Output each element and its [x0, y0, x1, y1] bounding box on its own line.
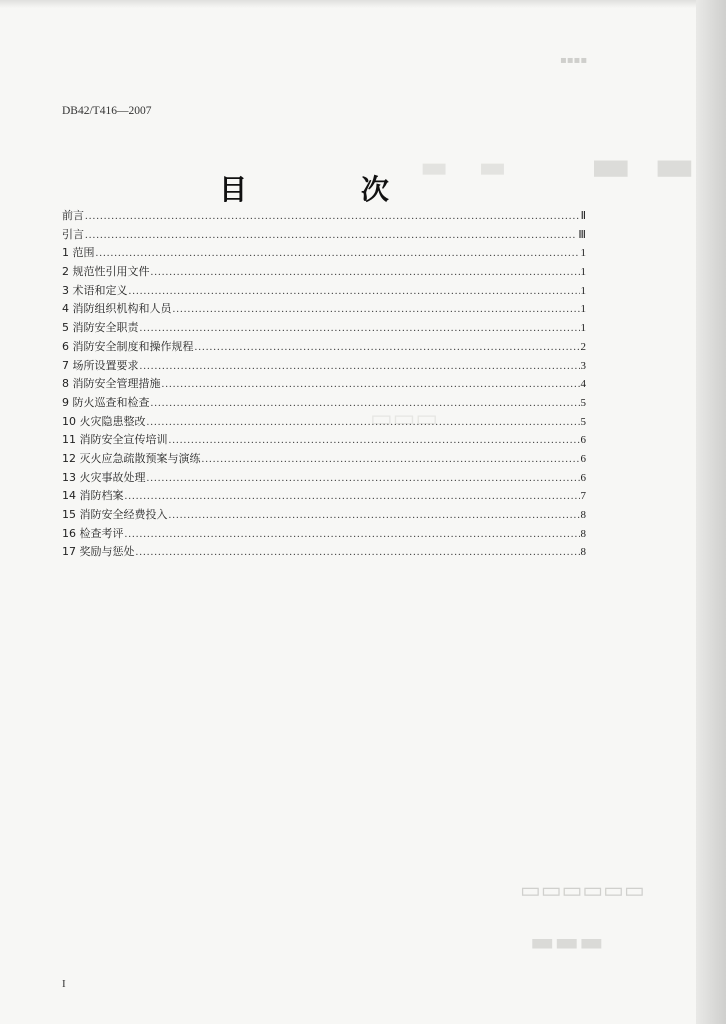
toc-entry-page: 1 [580, 322, 586, 335]
toc-entry-label: 引言 [62, 227, 84, 241]
toc-leader-dots [125, 490, 580, 502]
toc-entry-page: Ⅱ [580, 210, 586, 222]
toc-entry-label: 13 火灾事故处理 [62, 470, 146, 484]
toc-entry-page: 4 [580, 378, 586, 391]
toc-entry-label: 14 消防档案 [62, 489, 124, 503]
toc-leader-dots [147, 472, 580, 484]
toc-entry-label: 16 检查考评 [62, 526, 124, 540]
bleed-through-mark: ▬▬▬ [530, 930, 604, 960]
toc-entry-label: 1 范围 [62, 246, 95, 260]
toc-entry[interactable] [62, 487, 586, 506]
toc-leader-dots [140, 360, 580, 372]
toc-leader-dots [195, 341, 580, 353]
toc-entry[interactable] [62, 450, 586, 469]
toc-entry-label: 3 术语和定义 [62, 283, 128, 297]
toc-entry-label: 9 防火巡查和检查 [62, 395, 150, 409]
toc-entry[interactable] [62, 207, 586, 226]
toc-entry[interactable] [62, 506, 586, 525]
toc-leader-dots [85, 210, 580, 222]
toc-entry-page: 1 [580, 266, 586, 279]
toc-entry-page: 7 [580, 490, 586, 503]
toc-entry[interactable] [62, 375, 586, 394]
toc-leader-dots [151, 266, 580, 278]
toc-leader-dots [151, 397, 580, 409]
toc-entry-page: 8 [580, 527, 586, 540]
toc-leader-dots [202, 453, 580, 465]
toc-entry-label: 5 消防安全职责 [62, 321, 139, 335]
toc-leader-dots [85, 229, 577, 241]
toc-entry[interactable] [62, 525, 586, 544]
toc-leader-dots [136, 546, 580, 558]
toc-entry-page: Ⅲ [578, 228, 586, 241]
bleed-through-mark: ▭▭▭▭▭▭ [520, 880, 645, 905]
toc-title: 目 次 [219, 173, 441, 206]
toc-entry-label: 8 消防安全管理措施 [62, 377, 161, 391]
toc-entry-label: 11 消防安全宣传培训 [62, 433, 168, 447]
toc-entry-page: 6 [580, 471, 586, 484]
toc-entry-page: 3 [580, 359, 586, 372]
toc-entry[interactable] [62, 431, 586, 450]
toc-entry-label: 6 消防安全制度和操作规程 [62, 339, 194, 353]
toc-leader-dots [96, 247, 580, 259]
toc-entry-page: 5 [580, 415, 586, 428]
toc-leader-dots [129, 285, 580, 297]
toc-entry[interactable] [62, 244, 586, 263]
toc-leader-dots [140, 322, 580, 334]
toc-entry-page: 8 [580, 509, 586, 521]
bleed-through-mark: ▬▬ [590, 140, 718, 191]
toc-entry-page: 2 [580, 340, 586, 353]
toc-leader-dots [169, 509, 580, 521]
toc-entry-label: 12 灭火应急疏散预案与演练 [62, 451, 201, 465]
toc-entry[interactable] [62, 282, 586, 301]
bleed-through-mark: ▭▭▭ [370, 404, 439, 432]
toc-leader-dots [173, 303, 580, 315]
toc-entry-label: 前言 [62, 209, 84, 222]
toc-entry-label: 15 消防安全经费投入 [62, 508, 168, 521]
toc-entry[interactable] [62, 394, 586, 413]
toc-entry-label: 4 消防组织机构和人员 [62, 302, 172, 316]
toc-entry-page: 5 [580, 396, 586, 409]
toc-entry[interactable] [62, 319, 586, 338]
toc-entry-page: 6 [580, 452, 586, 465]
bleed-through-mark: ▬▬ [420, 150, 537, 185]
toc-entry[interactable] [62, 300, 586, 319]
toc-entry[interactable] [62, 226, 586, 245]
toc-entry-label: 7 场所设置要求 [62, 358, 139, 372]
toc-entry[interactable] [62, 263, 586, 282]
toc-entry[interactable] [62, 357, 586, 376]
toc-entry-page: 8 [580, 546, 586, 559]
toc-leader-dots [125, 528, 580, 540]
toc-entry[interactable] [62, 469, 586, 488]
toc-entry-page: 6 [580, 434, 586, 447]
table-of-contents [62, 207, 586, 562]
toc-entry-page: 1 [580, 247, 586, 260]
toc-entry-page: 1 [580, 284, 586, 297]
bleed-through-mark: ▪▪▪▪ [560, 55, 588, 66]
toc-leader-dots [162, 378, 580, 390]
toc-leader-dots [147, 416, 580, 428]
toc-entry[interactable] [62, 543, 586, 562]
toc-leader-dots [169, 434, 580, 446]
document-code: DB42/T416—2007 [62, 105, 152, 117]
page-number: I [62, 978, 66, 990]
toc-entry-label: 10 火灾隐患整改 [62, 414, 146, 428]
toc-entry[interactable] [62, 338, 586, 357]
toc-entry-label: 17 奖励与惩处 [62, 545, 135, 559]
scan-top-edge [0, 0, 726, 8]
toc-entry-page: 1 [580, 303, 586, 316]
toc-entry[interactable] [62, 413, 586, 432]
toc-entry-label: 2 规范性引用文件 [62, 265, 150, 279]
